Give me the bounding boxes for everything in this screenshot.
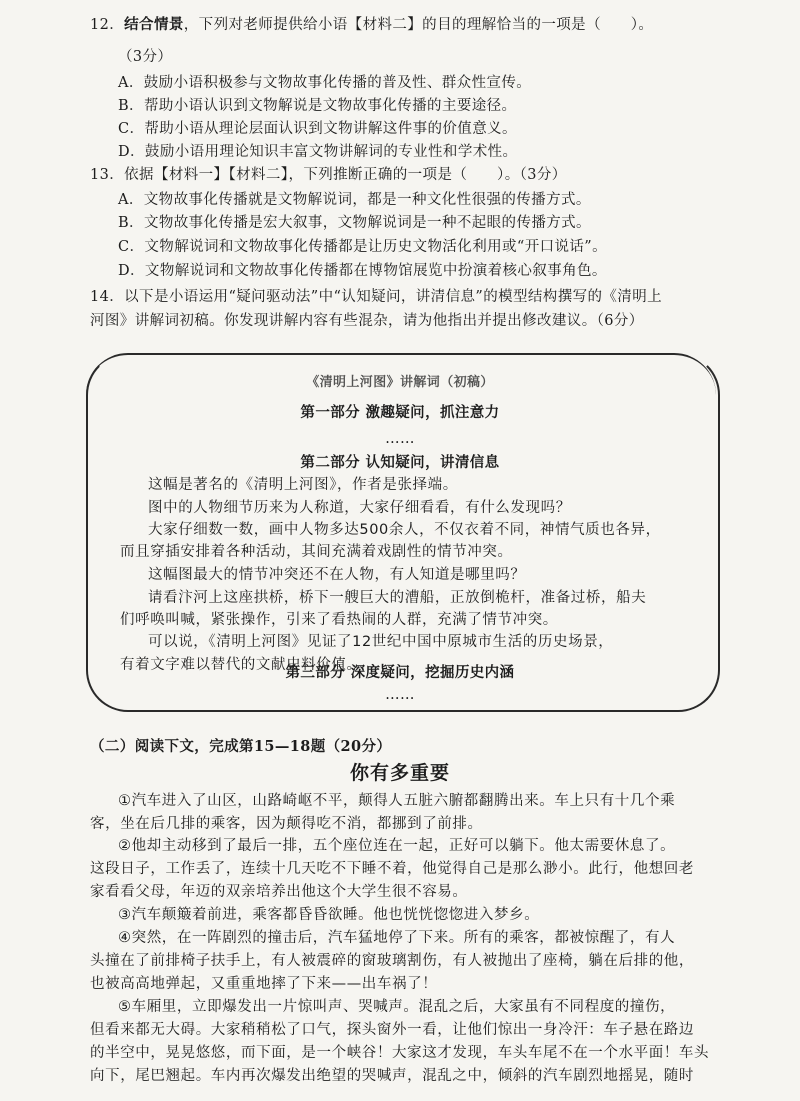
- article-line: ⑤车厢里，立即爆发出一片惊叫声、哭喊声。混乱之后，大家虽有不同程度的撞伤，: [118, 999, 676, 1015]
- draft-line: 有着文字难以替代的文献史料价值。: [120, 657, 362, 673]
- draft-part3-heading: 第三部分 深度疑问，挖掘历史内涵: [285, 664, 515, 681]
- article-title: 你有多重要: [349, 762, 450, 784]
- q13-option-a: A．文物故事化传播就是文物解说词，都是一种文化性很强的传播方式。: [118, 192, 591, 208]
- q12-number: 12．: [90, 17, 125, 33]
- article-line: ②他却主动移到了最后一排，五个座位连在一起，正好可以躺下。他太需要休息了。: [118, 838, 676, 854]
- draft-line: 大家仔细数一数，画中人物多达500余人，不仅衣着不同，神情气质也各异，: [148, 522, 661, 538]
- q12-stem: [90, 14, 653, 36]
- article-line: 这段日子，工作丢了，连续十几天吃不下睡不着，他觉得自己是那么渺小。此行，他想回老: [90, 861, 694, 877]
- article-line: 客，坐在后几排的乘客，因为颠得吃不消，都挪到了前排。: [90, 816, 483, 832]
- q12-stem-rest: ，下列对老师提供给小语【材料二】的目的理解恰当的一项是（ ）。: [183, 17, 654, 33]
- article-line: 头撞在了前排椅子扶手上，有人被震碎的窗玻璃割伤，有人被抛出了座椅，躺在后排的他，: [90, 953, 694, 969]
- q13-option-c: C．文物解说词和文物故事化传播都是让历史文物活化利用或“开口说话”。: [118, 239, 608, 255]
- q14-line-2: 河图》讲解词初稿。你发现讲解内容有些混杂，请为他指出并提出修改建议。（6分）: [90, 313, 644, 329]
- article-line: 也被高高地弹起，又重重地摔了下来——出车祸了！: [90, 976, 438, 992]
- article-line: ③汽车颠簸着前进，乘客都昏昏欲睡。他也恍恍惚惚进入梦乡。: [118, 907, 540, 923]
- article-line: 的半空中，晃晃悠悠，而下面，是一个峡谷！大家这才发现，车头车尾不在一个水平面！车头: [90, 1045, 710, 1061]
- draft-line: 可以说，《清明上河图》见证了12世纪中国中原城市生活的历史场景，: [148, 634, 614, 650]
- q12-option-b: B．帮助小语认识到文物解说是文物故事化传播的主要途径。: [118, 98, 517, 114]
- q13-option-b: B．文物故事化传播是宏大叙事，文物解说词是一种不起眼的传播方式。: [118, 215, 591, 231]
- section2-heading: （二）阅读下文，完成第15—18题（20分）: [90, 738, 392, 755]
- draft-line: 这幅图最大的情节冲突还不在人物，有人知道是哪里吗？: [148, 567, 526, 583]
- article-line: 但看来都无大碍。大家稍稍松了口气，探头窗外一看，让他们惊出一身冷汗：车子悬在路边: [90, 1022, 694, 1038]
- q12-option-a: A．鼓励小语积极参与文物故事化传播的普及性、群众性宣传。: [118, 75, 532, 91]
- q12-stem-bold: 结合情景: [124, 16, 184, 33]
- q13-option-d: D．文物解说词和文物故事化传播都在博物馆展览中扮演着核心叙事角色。: [118, 263, 607, 279]
- article-line: ①汽车进入了山区，山路崎岖不平，颠得人五脏六腑都翻腾出来。车上只有十几个乘: [118, 793, 676, 809]
- draft-part2-heading: 第二部分 认知疑问，讲清信息: [300, 454, 500, 471]
- article-line: ④突然，在一阵剧烈的撞击后，汽车猛地停了下来。所有的乘客，都被惊醒了，有人: [118, 930, 676, 946]
- q12-option-c: C．帮助小语从理论层面认识到文物讲解这件事的价值意义。: [118, 121, 517, 137]
- q12-score: （3分）: [118, 49, 173, 65]
- draft-part1-heading: 第一部分 激趣疑问，抓注意力: [300, 404, 500, 421]
- draft-line: 图中的人物细节历来为人称道，大家仔细看看，有什么发现吗？: [148, 500, 571, 516]
- draft-line: 这幅是著名的《清明上河图》，作者是张择端。: [148, 477, 458, 493]
- draft-line: 们呼唤叫喊，紧张操作，引来了看热闹的人群，充满了情节冲突。: [120, 612, 558, 628]
- q14-line-1: 14．以下是小语运用“疑问驱动法”中“认知疑问，讲清信息”的模型结构撰写的《清明上: [90, 289, 662, 305]
- draft-line: 请看汴河上这座拱桥，桥下一艘巨大的漕船，正放倒桅杆，准备过桥，船夫: [148, 590, 647, 606]
- q13-stem: 13．依据【材料一】【材料二】，下列推断正确的一项是（ ）。（3分）: [90, 167, 567, 183]
- draft-title: 《清明上河图》讲解词（初稿）: [306, 375, 494, 390]
- article-line: 向下，尾巴翘起。车内再次爆发出绝望的哭喊声，混乱之中，倾斜的汽车剧烈地摇晃，随时: [90, 1068, 694, 1084]
- q12-option-d: D．鼓励小语用理论知识丰富文物讲解词的专业性和学术性。: [118, 144, 518, 160]
- draft-ellipsis-1: ……: [385, 431, 415, 447]
- article-line: 家看看父母，年迈的双亲培养出他这个大学生很不容易。: [90, 884, 468, 900]
- draft-ellipsis-3: ……: [385, 687, 415, 703]
- draft-line: 而且穿插安排着各种活动，其间充满着戏剧性的情节冲突。: [120, 544, 513, 560]
